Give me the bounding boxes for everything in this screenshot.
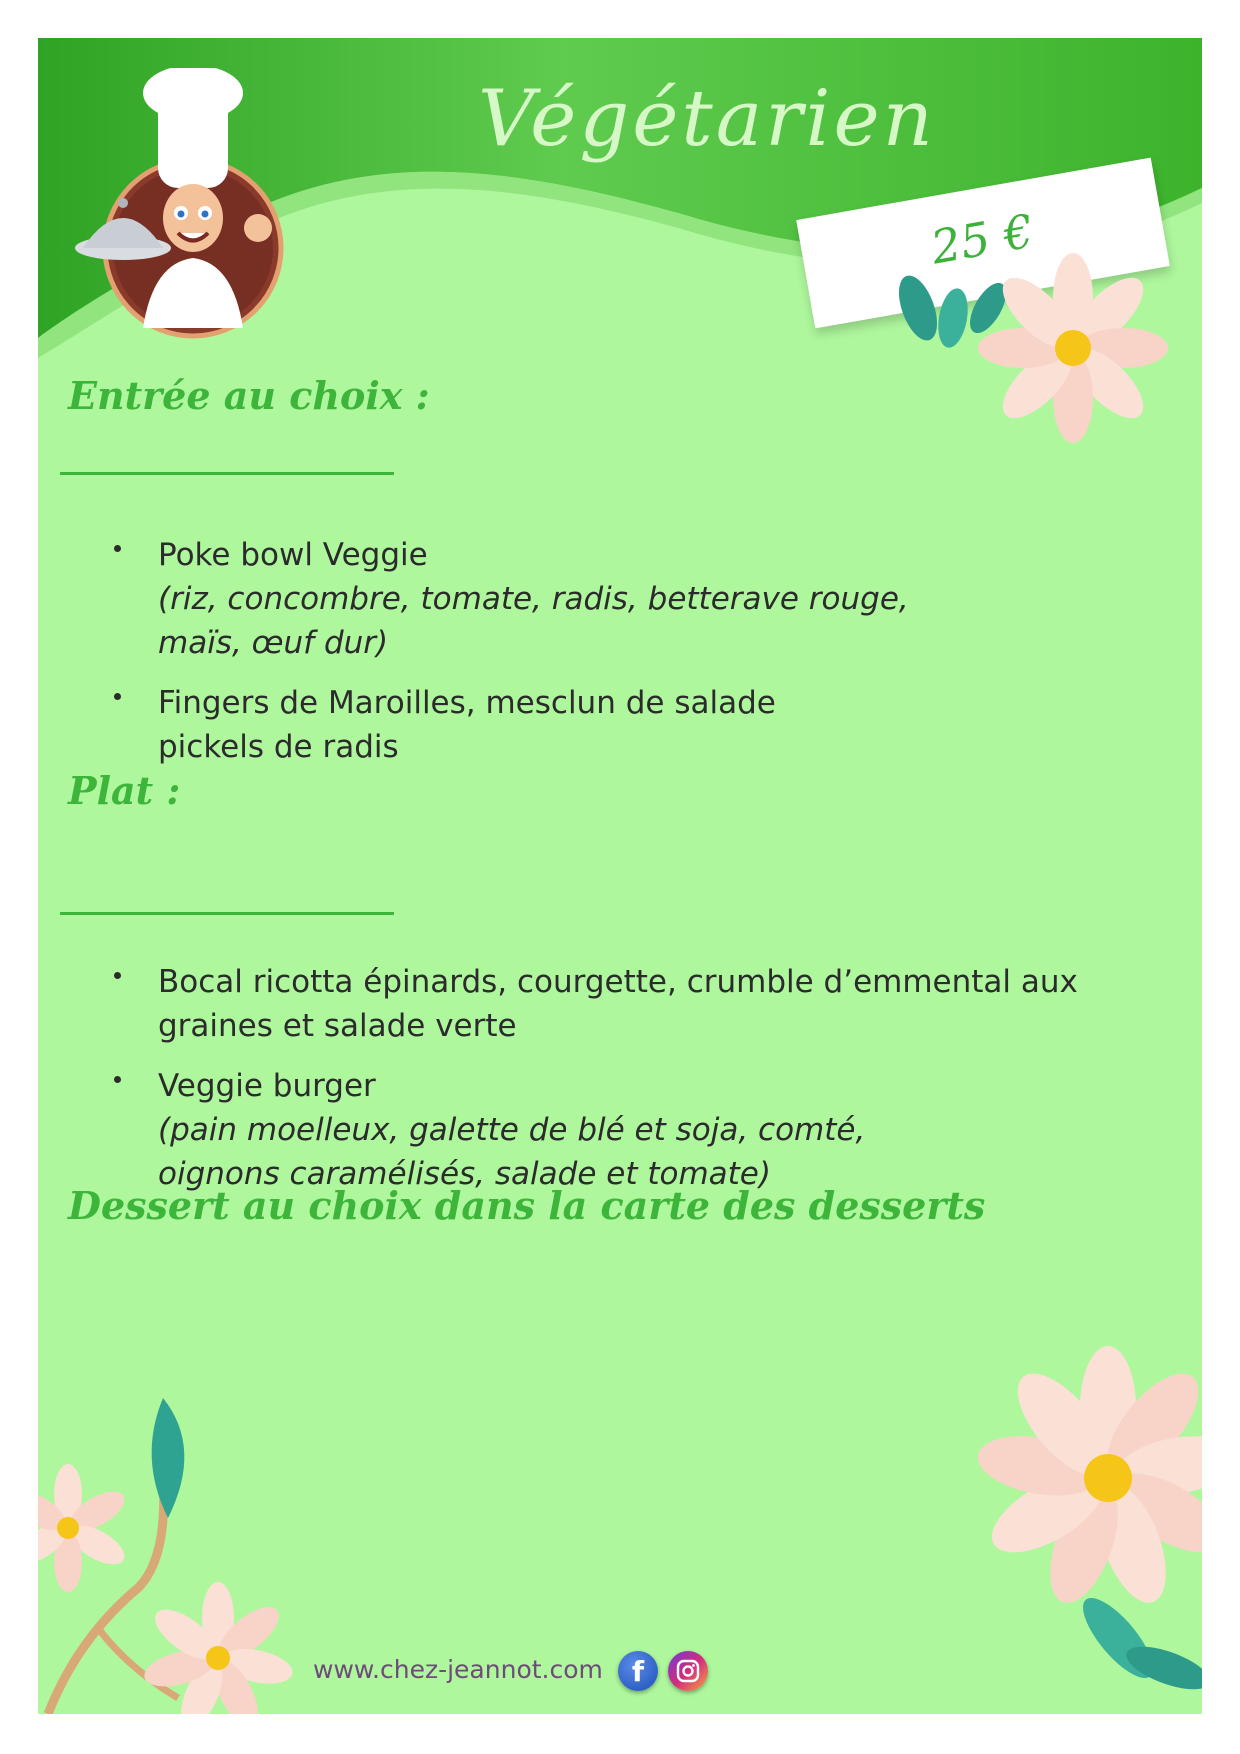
- dish-name: Bocal ricotta épinards, courgette, crumble d’emmental aux graines et salade verte: [158, 964, 1078, 1044]
- plat-section-title: Plat :: [68, 768, 181, 813]
- list-item: [38, 533, 1038, 665]
- price-label: 25 €: [927, 203, 1038, 275]
- bullet-icon: [114, 693, 121, 700]
- bullet-icon: [114, 545, 121, 552]
- menu-page: [38, 38, 1202, 1714]
- dish-description: (pain moelleux, galette de blé et soja, comté, oignons caramélisés, salade et tomate): [158, 1112, 866, 1192]
- dish-name: Fingers de Maroilles, mesclun de salade pickels de radis: [158, 685, 776, 765]
- facebook-icon[interactable]: [618, 1651, 658, 1691]
- flower-decoration-icon: [858, 248, 1178, 468]
- dish-description: (riz, concombre, tomate, radis, betterave rouge, maïs, œuf dur): [158, 581, 909, 661]
- menu-title: Végétarien: [478, 74, 936, 164]
- facebook-glyph: f: [631, 1654, 645, 1688]
- dish-name: Poke bowl Veggie: [158, 537, 428, 573]
- branch-decoration-icon: [38, 1398, 318, 1714]
- bullet-icon: [114, 1076, 121, 1083]
- entree-section-title: Entrée au choix :: [68, 373, 430, 418]
- plat-list: [38, 960, 1148, 1212]
- list-item: [38, 960, 1148, 1048]
- bullet-icon: [114, 972, 121, 979]
- chef-mascot-icon: [63, 68, 303, 368]
- dessert-section-title: Dessert au choix dans la carte des desserts: [68, 1183, 986, 1228]
- list-item: [38, 1064, 1148, 1196]
- flower-decoration-icon: [968, 1318, 1202, 1714]
- plat-divider: [60, 912, 394, 915]
- entree-list: [38, 533, 1038, 785]
- website-link[interactable]: www.chez-jeannot.com: [313, 1655, 603, 1684]
- instagram-glyph-icon: [676, 1659, 700, 1683]
- instagram-icon[interactable]: [668, 1651, 708, 1691]
- dish-name: Veggie burger: [158, 1068, 376, 1104]
- entree-divider: [60, 472, 394, 475]
- list-item: [38, 681, 838, 769]
